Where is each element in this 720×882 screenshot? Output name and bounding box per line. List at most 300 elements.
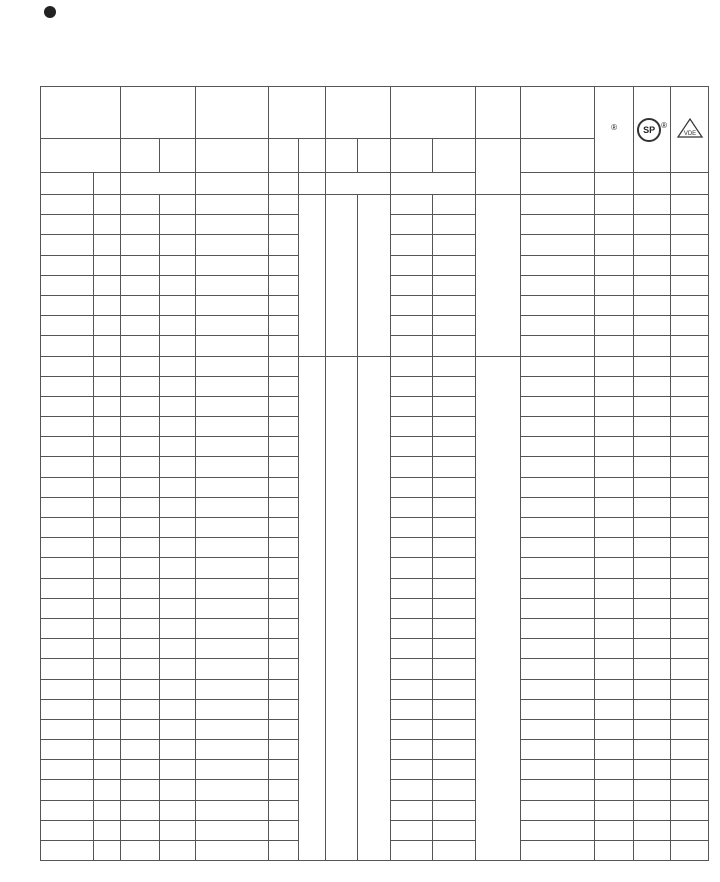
clamping-vc-cell [269, 578, 299, 598]
ac-rms-cell [121, 618, 160, 638]
csa-mark: SP ® [633, 87, 671, 173]
dc-cell [159, 780, 195, 800]
high-surge-code-cell [93, 295, 120, 315]
header-peak-standard [325, 139, 357, 173]
header-energy-high-surge [433, 139, 476, 173]
vde-approval-cell [671, 841, 709, 861]
varistor-voltage-cell [196, 740, 269, 760]
vde-approval-cell [671, 356, 709, 376]
high-surge-code-cell [93, 538, 120, 558]
ip-cell [299, 195, 325, 357]
part-number-cell [41, 477, 94, 497]
ac-rms-cell [121, 376, 160, 396]
header-acrms [121, 139, 160, 173]
capacitance-cell [521, 760, 595, 780]
header-clamping [269, 87, 326, 139]
vde-approval-cell [671, 477, 709, 497]
dc-cell [159, 639, 195, 659]
dc-cell [159, 376, 195, 396]
ul-approval-cell [595, 820, 634, 840]
peak-standard-cell [325, 195, 357, 357]
dc-cell [159, 719, 195, 739]
vde-approval-cell [671, 639, 709, 659]
ac-rms-cell [121, 396, 160, 416]
dc-cell [159, 558, 195, 578]
dc-cell [159, 275, 195, 295]
high-surge-code-cell [93, 518, 120, 538]
dc-cell [159, 740, 195, 760]
high-surge-code-cell [93, 800, 120, 820]
ac-rms-cell [121, 538, 160, 558]
ul-approval-cell [595, 699, 634, 719]
high-surge-code-cell [93, 417, 120, 437]
ul-approval-cell [595, 477, 634, 497]
part-number-cell [41, 376, 94, 396]
ac-rms-cell [121, 639, 160, 659]
dc-cell [159, 437, 195, 457]
part-number-cell [41, 820, 94, 840]
varistor-voltage-cell [196, 417, 269, 437]
part-number-cell [41, 417, 94, 437]
page-title [44, 6, 714, 18]
clamping-vc-cell [269, 275, 299, 295]
ac-rms-cell [121, 316, 160, 336]
clamping-vc-cell [269, 780, 299, 800]
ac-rms-cell [121, 235, 160, 255]
energy-standard-cell [390, 457, 433, 477]
varistor-voltage-cell [196, 215, 269, 235]
clamping-vc-cell [269, 417, 299, 437]
energy-standard-cell [390, 215, 433, 235]
unit-blank-vde [671, 173, 709, 195]
dc-cell [159, 538, 195, 558]
varistor-voltage-cell [196, 255, 269, 275]
dc-cell [159, 235, 195, 255]
dc-cell [159, 618, 195, 638]
varistor-voltage-cell [196, 820, 269, 840]
varistor-voltage-cell [196, 719, 269, 739]
varistor-voltage-cell [196, 598, 269, 618]
vde-approval-cell [671, 215, 709, 235]
ac-rms-cell [121, 578, 160, 598]
energy-standard-cell [390, 437, 433, 457]
energy-high-surge-cell [433, 457, 476, 477]
capacitance-cell [521, 538, 595, 558]
vde-mark [671, 87, 709, 173]
vde-approval-cell [671, 618, 709, 638]
vde-approval-cell [671, 376, 709, 396]
varistor-voltage-cell [196, 336, 269, 356]
capacitance-cell [521, 558, 595, 578]
clamping-vc-cell [269, 316, 299, 336]
dc-cell [159, 699, 195, 719]
dc-cell [159, 336, 195, 356]
ul-approval-cell [595, 719, 634, 739]
unit-varistor-v [196, 173, 269, 195]
energy-standard-cell [390, 376, 433, 396]
energy-high-surge-cell [433, 497, 476, 517]
clamping-vc-cell [269, 659, 299, 679]
ul-approval-cell [595, 518, 634, 538]
vde-approval-cell [671, 659, 709, 679]
csa-approval-cell [633, 841, 671, 861]
energy-standard-cell [390, 538, 433, 558]
high-surge-code-cell [93, 497, 120, 517]
high-surge-code-cell [93, 699, 120, 719]
high-surge-code-cell [93, 719, 120, 739]
energy-high-surge-cell [433, 356, 476, 376]
ac-rms-cell [121, 356, 160, 376]
csa-approval-cell [633, 255, 671, 275]
part-number-cell [41, 356, 94, 376]
energy-high-surge-cell [433, 295, 476, 315]
table-row [41, 195, 709, 215]
part-number-cell [41, 396, 94, 416]
vde-approval-cell [671, 820, 709, 840]
part-number-cell [41, 235, 94, 255]
vde-approval-cell [671, 740, 709, 760]
csa-approval-cell [633, 598, 671, 618]
part-number-cell [41, 336, 94, 356]
high-surge-code-cell [93, 760, 120, 780]
energy-high-surge-cell [433, 639, 476, 659]
energy-standard-cell [390, 598, 433, 618]
part-number-cell [41, 538, 94, 558]
dc-cell [159, 800, 195, 820]
clamping-vc-cell [269, 437, 299, 457]
energy-high-surge-cell [433, 316, 476, 336]
ac-rms-cell [121, 800, 160, 820]
high-surge-code-cell [93, 376, 120, 396]
ul-approval-cell [595, 195, 634, 215]
varistor-voltage-cell [196, 295, 269, 315]
energy-standard-cell [390, 780, 433, 800]
part-number-cell [41, 800, 94, 820]
varistor-voltage-cell [196, 376, 269, 396]
ul-approval-cell [595, 800, 634, 820]
capacitance-cell [521, 800, 595, 820]
ac-rms-cell [121, 417, 160, 437]
ac-rms-cell [121, 477, 160, 497]
clamping-vc-cell [269, 618, 299, 638]
energy-high-surge-cell [433, 477, 476, 497]
varistor-voltage-cell [196, 518, 269, 538]
clamping-vc-cell [269, 740, 299, 760]
dc-cell [159, 295, 195, 315]
ac-rms-cell [121, 275, 160, 295]
ul-approval-cell [595, 437, 634, 457]
varistor-voltage-cell [196, 477, 269, 497]
unit-clamp-v [269, 173, 299, 195]
varistor-voltage-cell [196, 396, 269, 416]
part-number-cell [41, 457, 94, 477]
ac-rms-cell [121, 215, 160, 235]
capacitance-cell [521, 497, 595, 517]
capacitance-cell [521, 659, 595, 679]
csa-approval-cell [633, 215, 671, 235]
dc-cell [159, 457, 195, 477]
csa-approval-cell [633, 780, 671, 800]
ac-rms-cell [121, 497, 160, 517]
energy-high-surge-cell [433, 659, 476, 679]
ac-rms-cell [121, 760, 160, 780]
csa-approval-cell [633, 740, 671, 760]
vde-icon [677, 118, 703, 138]
capacitance-cell [521, 195, 595, 215]
ul-approval-cell [595, 457, 634, 477]
energy-high-surge-cell [433, 235, 476, 255]
energy-standard-cell [390, 740, 433, 760]
ul-approval-cell [595, 376, 634, 396]
peak-standard-cell [325, 356, 357, 861]
energy-standard-cell [390, 477, 433, 497]
csa-approval-cell [633, 195, 671, 215]
clamping-vc-cell [269, 195, 299, 215]
varistor-voltage-cell [196, 316, 269, 336]
high-surge-code-cell [93, 477, 120, 497]
capacitance-cell [521, 457, 595, 477]
ul-approval-cell [595, 618, 634, 638]
vde-approval-cell [671, 336, 709, 356]
ul-approval-cell [595, 417, 634, 437]
high-surge-code-cell [93, 679, 120, 699]
varistor-voltage-cell [196, 659, 269, 679]
part-number-cell [41, 699, 94, 719]
capacitance-cell [521, 719, 595, 739]
energy-high-surge-cell [433, 598, 476, 618]
ul-approval-cell [595, 396, 634, 416]
ac-rms-cell [121, 719, 160, 739]
part-number-cell [41, 639, 94, 659]
part-number-cell [41, 578, 94, 598]
ul-approval-cell [595, 740, 634, 760]
csa-approval-cell [633, 336, 671, 356]
energy-high-surge-cell [433, 699, 476, 719]
ul-approval-cell [595, 295, 634, 315]
ac-rms-cell [121, 780, 160, 800]
capacitance-cell [521, 255, 595, 275]
energy-standard-cell [390, 255, 433, 275]
csa-approval-cell [633, 316, 671, 336]
spec-table [40, 86, 709, 861]
csa-approval-cell [633, 518, 671, 538]
clamping-vc-cell [269, 841, 299, 861]
dc-cell [159, 760, 195, 780]
energy-standard-cell [390, 497, 433, 517]
part-number-cell [41, 215, 94, 235]
vde-approval-cell [671, 295, 709, 315]
energy-standard-cell [390, 396, 433, 416]
part-number-cell [41, 618, 94, 638]
vde-approval-cell [671, 437, 709, 457]
energy-high-surge-cell [433, 740, 476, 760]
header-diameter [41, 139, 121, 173]
ac-rms-cell [121, 336, 160, 356]
csa-approval-cell [633, 719, 671, 739]
energy-high-surge-cell [433, 417, 476, 437]
part-number-cell [41, 295, 94, 315]
clamping-vc-cell [269, 699, 299, 719]
energy-standard-cell [390, 760, 433, 780]
varistor-voltage-cell [196, 235, 269, 255]
clamping-vc-cell [269, 376, 299, 396]
table-row [41, 356, 709, 376]
ul-approval-cell [595, 659, 634, 679]
varistor-voltage-cell [196, 457, 269, 477]
varistor-voltage-cell [196, 195, 269, 215]
ul-approval-cell [595, 780, 634, 800]
ac-rms-cell [121, 457, 160, 477]
ac-rms-cell [121, 659, 160, 679]
part-number-cell [41, 740, 94, 760]
vde-approval-cell [671, 699, 709, 719]
ul-approval-cell [595, 578, 634, 598]
ul-approval-cell [595, 235, 634, 255]
high-surge-code-cell [93, 215, 120, 235]
energy-high-surge-cell [433, 618, 476, 638]
energy-high-surge-cell [433, 275, 476, 295]
dc-cell [159, 679, 195, 699]
capacitance-cell [521, 618, 595, 638]
dc-cell [159, 518, 195, 538]
energy-high-surge-cell [433, 396, 476, 416]
clamping-vc-cell [269, 457, 299, 477]
vde-approval-cell [671, 316, 709, 336]
energy-high-surge-cell [433, 800, 476, 820]
csa-approval-cell [633, 538, 671, 558]
header-freq [521, 139, 595, 173]
ul-approval-cell [595, 841, 634, 861]
csa-approval-cell [633, 396, 671, 416]
energy-high-surge-cell [433, 820, 476, 840]
header-peak-high-surge [358, 139, 390, 173]
high-surge-code-cell [93, 639, 120, 659]
high-surge-code-cell [93, 558, 120, 578]
dc-cell [159, 255, 195, 275]
ac-rms-cell [121, 841, 160, 861]
varistor-voltage-cell [196, 578, 269, 598]
clamping-vc-cell [269, 518, 299, 538]
dc-cell [159, 659, 195, 679]
energy-high-surge-cell [433, 376, 476, 396]
energy-standard-cell [390, 639, 433, 659]
clamping-vc-cell [269, 800, 299, 820]
vde-approval-cell [671, 518, 709, 538]
varistor-voltage-cell [196, 356, 269, 376]
varistor-voltage-cell [196, 760, 269, 780]
clamping-vc-cell [269, 396, 299, 416]
ac-rms-cell [121, 820, 160, 840]
dc-cell [159, 841, 195, 861]
capacitance-cell [521, 598, 595, 618]
part-number-cell [41, 437, 94, 457]
part-number-cell [41, 679, 94, 699]
vde-approval-cell [671, 679, 709, 699]
ac-rms-cell [121, 598, 160, 618]
energy-high-surge-cell [433, 195, 476, 215]
ul-approval-cell [595, 598, 634, 618]
clamping-vc-cell [269, 336, 299, 356]
vde-approval-cell [671, 396, 709, 416]
header-peak [325, 87, 390, 139]
header-watt [475, 139, 521, 195]
peak-high-surge-cell [358, 356, 390, 861]
varistor-voltage-cell [196, 497, 269, 517]
vde-approval-cell [671, 255, 709, 275]
peak-high-surge-cell [358, 195, 390, 357]
energy-standard-cell [390, 578, 433, 598]
dc-cell [159, 316, 195, 336]
header-part-standard [41, 173, 94, 195]
capacitance-cell [521, 740, 595, 760]
vde-approval-cell [671, 578, 709, 598]
capacitance-cell [521, 316, 595, 336]
clamping-vc-cell [269, 598, 299, 618]
capacitance-cell [521, 396, 595, 416]
capacitance-cell [521, 780, 595, 800]
vde-approval-cell [671, 719, 709, 739]
unit-allow-v [121, 173, 196, 195]
high-surge-code-cell [93, 598, 120, 618]
vde-approval-cell [671, 457, 709, 477]
varistor-voltage-cell [196, 780, 269, 800]
svg-text:VDE: VDE [683, 130, 696, 137]
csa-icon: SP [637, 118, 661, 142]
csa-approval-cell [633, 437, 671, 457]
clamping-vc-cell [269, 760, 299, 780]
ul-approval-cell [595, 255, 634, 275]
high-surge-code-cell [93, 578, 120, 598]
clamping-vc-cell [269, 558, 299, 578]
header-capacitance [521, 87, 595, 139]
energy-high-surge-cell [433, 518, 476, 538]
clamping-vc-cell [269, 356, 299, 376]
csa-approval-cell [633, 699, 671, 719]
vde-approval-cell [671, 760, 709, 780]
high-surge-code-cell [93, 740, 120, 760]
energy-high-surge-cell [433, 679, 476, 699]
varistor-voltage-cell [196, 679, 269, 699]
ul-approval-cell [595, 679, 634, 699]
capacitance-cell [521, 215, 595, 235]
dc-cell [159, 598, 195, 618]
energy-standard-cell [390, 659, 433, 679]
energy-high-surge-cell [433, 255, 476, 275]
energy-high-surge-cell [433, 760, 476, 780]
ul-approval-cell [595, 760, 634, 780]
varistor-voltage-cell [196, 639, 269, 659]
header-energy [390, 87, 475, 139]
ac-rms-cell [121, 679, 160, 699]
high-surge-code-cell [93, 780, 120, 800]
header-varistor [196, 87, 269, 139]
dc-cell [159, 356, 195, 376]
vde-approval-cell [671, 538, 709, 558]
high-surge-code-cell [93, 841, 120, 861]
unit-energy [390, 173, 475, 195]
header-vc [269, 139, 299, 173]
vde-approval-cell [671, 598, 709, 618]
clamping-vc-cell [269, 215, 299, 235]
varistor-voltage-cell [196, 618, 269, 638]
ac-rms-cell [121, 437, 160, 457]
energy-standard-cell [390, 679, 433, 699]
dc-cell [159, 396, 195, 416]
clamping-vc-cell [269, 679, 299, 699]
part-number-cell [41, 497, 94, 517]
capacitance-cell [521, 820, 595, 840]
rated-power-cell [475, 356, 521, 861]
